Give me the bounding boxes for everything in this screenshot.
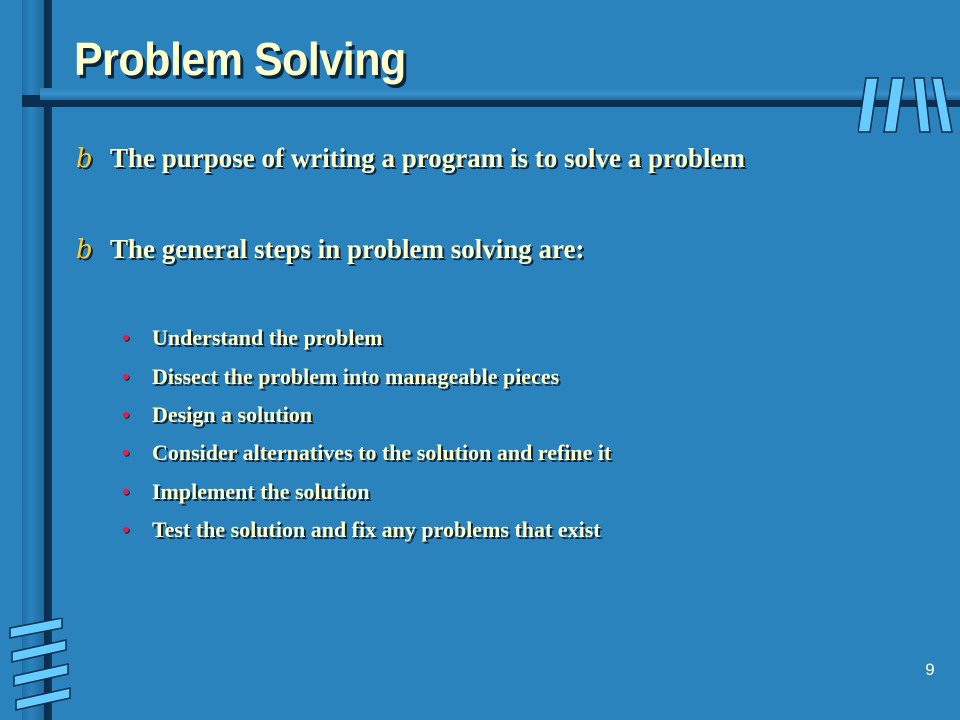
sub-bullet-marker: • (122, 517, 130, 542)
page-number: 9 (925, 660, 935, 679)
sub-bullet-marker: • (122, 402, 130, 427)
sub-bullet-text: Implement the solution (152, 479, 370, 504)
bullet-item (76, 234, 585, 265)
sub-bullet-item (122, 325, 383, 351)
diagonal-stripes-icon (8, 618, 72, 714)
bullet-marker: b (76, 144, 93, 174)
title-underline-bar (40, 88, 960, 103)
diagonal-stripes-icon (858, 74, 954, 136)
slide-title: Problem Solving (74, 34, 406, 86)
sub-bullet-item (122, 440, 611, 466)
sub-bullet-marker: • (122, 479, 130, 504)
sub-bullet-item (122, 402, 312, 428)
sub-bullet-text: Test the solution and fix any problems that exist (152, 517, 601, 542)
left-vertical-bar-edge (44, 0, 50, 720)
sub-bullet-text: Understand the problem (152, 325, 383, 350)
bullet-marker: b (76, 235, 93, 265)
sub-bullet-marker: • (122, 440, 130, 465)
sub-bullet-text: Design a solution (152, 402, 313, 427)
left-vertical-bar (22, 0, 44, 720)
sub-bullet-item (122, 517, 601, 543)
sub-bullet-item (122, 479, 370, 505)
sub-bullet-marker: • (122, 364, 130, 389)
sub-bullet-text: Dissect the problem into manageable pieces (152, 364, 560, 389)
sub-bullet-marker: • (122, 325, 130, 350)
sub-bullet-item (122, 364, 559, 390)
bullet-item (76, 143, 745, 174)
bullet-text: The purpose of writing a program is to solve a problem (110, 143, 746, 173)
sub-bullet-text: Consider alternatives to the solution and refine it (152, 440, 612, 465)
bullet-text: The general steps in problem solving are: (110, 234, 585, 264)
